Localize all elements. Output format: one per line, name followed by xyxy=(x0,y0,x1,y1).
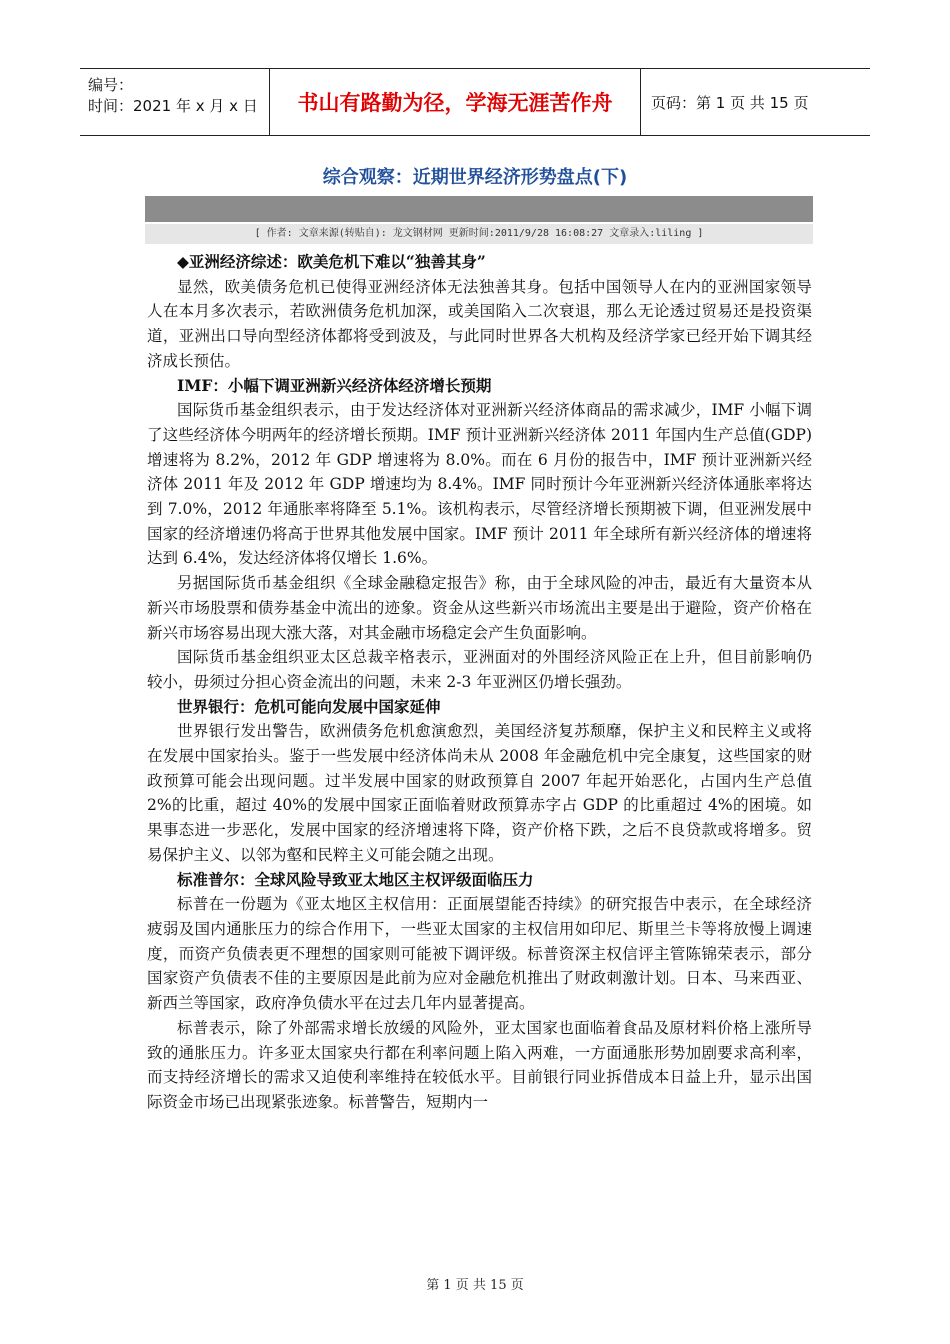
document-header xyxy=(80,68,870,136)
body-paragraph: 标普表示，除了外部需求增长放缓的风险外，亚太国家也面临着食品及原材料价格上涨所导致的通胀压力。许多亚太国家央行都在利率问题上陷入两难，一方面通胀形势加剧要求高利率，而支持经济增长的需求又迫使利率维持在较低水平。目前银行同业拆借成本日益上升，显示出国际资金市场已出现紧张迹象。标普警告，短期内一 xyxy=(147,1018,812,1111)
header-motto: 书山有路勤为径，学海无涯苦作舟 xyxy=(270,69,641,135)
body-paragraph: 世界银行发出警告，欧洲债务危机愈演愈烈，美国经济复苏颓靡，保护主义和民粹主义或将在发展中国家抬头。鉴于一些发展中经济体尚未从 2008 年金融危机中完全康复，这些国家的财政预算可能会出现问题。过半发展中国家的财政预算自 2007 年起开始恶化，占国内生产总值 2%的比重，超过 40%的发展中国家正面临着财政预算赤字占 GDP 的比重超过 4%的困境。如果事态进一步恶化，发展中国家的经济增速将下降，资产价格下跌，之后不良贷款或将增多。贸易保护主义、以邻为壑和民粹主义可能会随之出现。 xyxy=(147,722,812,864)
divider-bar xyxy=(145,196,813,222)
body-paragraph: 标普在一份题为《亚太地区主权信用：正面展望能否持续》的研究报告中表示，在全球经济疲弱及国内通胀压力的综合作用下，一些亚太国家的主权信用如印尼、斯里兰卡等将放慢上调速度，而资产负债表更不理想的国家则可能被下调评级。标普资深主权信评主管陈锦荣表示，部分国家资产负债表不佳的主要原因是此前为应对金融危机推出了财政刺激计划。日本、马来西亚、新西兰等国家，政府净负债水平在过去几年内显著提高。 xyxy=(147,895,812,1013)
header-time: 时间：2021 年 x 月 x 日 xyxy=(88,97,258,115)
page-footer: 第 1 页 共 15 页 xyxy=(426,1278,524,1293)
section-heading: IMF：小幅下调亚洲新兴经济体经济增长预期 xyxy=(177,375,492,395)
header-number: 编号： xyxy=(88,76,134,94)
article-body xyxy=(147,250,812,1115)
section-heading: 标准普尔：全球风险导致亚太地区主权评级面临压力 xyxy=(177,869,534,889)
body-paragraph: 显然，欧美债务危机已使得亚洲经济体无法独善其身。包括中国领导人在内的亚洲国家领导人在本月多次表示，若欧洲债务危机加深，或美国陷入二次衰退，那么无论透过贸易还是投资渠道，亚洲出口导向型经济体都将受到波及，与此同时世界各大机构及经济学家已经开始下调其经济成长预估。 xyxy=(147,277,812,370)
header-page-info: 页码：第 1 页 共 15 页 xyxy=(651,93,809,112)
section-heading: 世界银行：危机可能向发展中国家延伸 xyxy=(177,696,441,716)
header-info-cell xyxy=(80,69,270,135)
body-paragraph: 另据国际货币基金组织《全球金融稳定报告》称，由于全球风险的冲击，最近有大量资本从新兴市场股票和债券基金中流出的迹象。资金从这些新兴市场流出主要是出于避险，资产价格在新兴市场容易出现大涨大落，对其金融市场稳定会产生负面影响。 xyxy=(147,574,812,642)
body-paragraph: 国际货币基金组织亚太区总裁辛格表示，亚洲面对的外围经济风险正在上升，但目前影响仍较小，毋须过分担心资金流出的问题，未来 2-3 年亚洲区仍增长强劲。 xyxy=(147,648,812,691)
section-heading: ◆亚洲经济综述：欧美危机下难以“独善其身” xyxy=(177,252,486,271)
body-paragraph: 国际货币基金组织表示，由于发达经济体对亚洲新兴经济体商品的需求减少，IMF 小幅下调了这些经济体今明两年的经济增长预期。IMF 预计亚洲新兴经济体 2011 年国内生产总值(GDP)增速将为 8.2%，2012 年 GDP 增速将为 8.0%。而在 6 月份的报告中，IMF 预计亚洲新兴经济体 2011 年及 2012 年 GDP 增速均为 8.4%。IMF 同时预计今年亚洲新兴经济体通胀率将达到 7.0%，2012 年通胀率将降至 5.1%。该机构表示，尽管经济增长预期被下调，但亚洲发展中国家的经济增速仍将高于世界其他发展中国家。IMF 预计 2011 年全球所有新兴经济体的增速将达到 6.4%，发达经济体将仅增长 1.6%。 xyxy=(147,401,812,568)
article-title: 综合观察：近期世界经济形势盘点(下) xyxy=(322,167,628,188)
article-meta: [ 作者: 文章来源(转贴自): 龙文钢材网 更新时间:2011/9/28 16:08:27 文章录入:liling ] xyxy=(145,224,813,244)
